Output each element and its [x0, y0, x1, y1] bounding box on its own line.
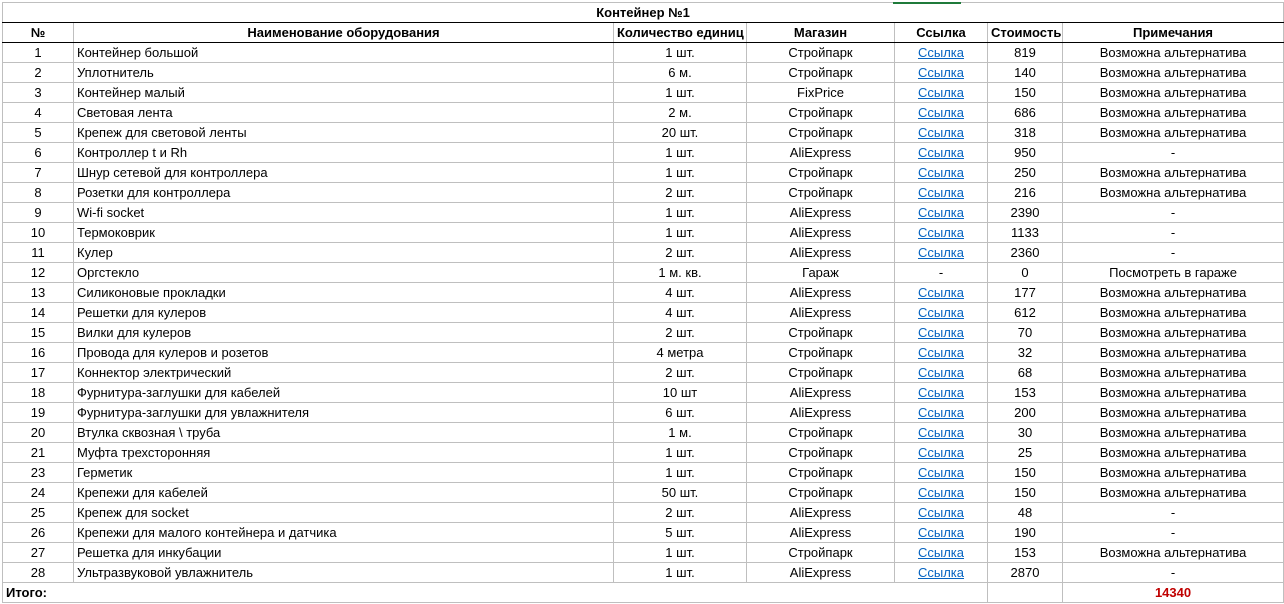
table-row — [3, 303, 1284, 323]
cell-number[interactable]: 20 — [3, 423, 74, 443]
header-quantity[interactable]: Количество единиц — [614, 23, 747, 43]
cell-quantity[interactable]: 1 шт. — [614, 83, 747, 103]
cell-note[interactable]: Возможна альтернатива — [1063, 323, 1284, 343]
cell-cost[interactable]: 950 — [988, 143, 1063, 163]
table-row — [3, 323, 1284, 343]
cell-quantity[interactable]: 5 шт. — [614, 523, 747, 543]
cell-cost[interactable]: 216 — [988, 183, 1063, 203]
cell-quantity[interactable]: 1 м. кв. — [614, 263, 747, 283]
cell-note[interactable]: - — [1063, 243, 1284, 263]
product-link[interactable]: Ссылка — [895, 503, 988, 523]
cell-note[interactable]: - — [1063, 503, 1284, 523]
cell-name[interactable]: Контейнер большой — [74, 43, 614, 63]
cell-cost[interactable]: 200 — [988, 403, 1063, 423]
cell-note[interactable]: - — [1063, 143, 1284, 163]
cell-note[interactable]: Возможна альтернатива — [1063, 43, 1284, 63]
header-shop[interactable]: Магазин — [747, 23, 895, 43]
cell-name[interactable]: Коннектор электрический — [74, 363, 614, 383]
cell-number[interactable]: 1 — [3, 43, 74, 63]
cell-number[interactable]: 19 — [3, 403, 74, 423]
cell-number[interactable]: 14 — [3, 303, 74, 323]
cell-quantity[interactable]: 4 шт. — [614, 303, 747, 323]
cell-quantity[interactable]: 6 м. — [614, 63, 747, 83]
cell-cost[interactable]: 150 — [988, 463, 1063, 483]
cell-name[interactable]: Крепеж для световой ленты — [74, 123, 614, 143]
total-row — [3, 583, 1284, 603]
table-row — [3, 123, 1284, 143]
product-link[interactable]: Ссылка — [895, 423, 988, 443]
header-notes[interactable]: Примечания — [1063, 23, 1284, 43]
product-link[interactable]: Ссылка — [895, 223, 988, 243]
cell-name[interactable]: Крепеж для socket — [74, 503, 614, 523]
cell-name[interactable]: Ультразвуковой увлажнитель — [74, 563, 614, 583]
cell-name[interactable]: Фурнитура-заглушки для кабелей — [74, 383, 614, 403]
cell-note[interactable]: - — [1063, 523, 1284, 543]
table-row — [3, 143, 1284, 163]
cell-note[interactable]: Возможна альтернатива — [1063, 483, 1284, 503]
cell-note[interactable]: - — [1063, 223, 1284, 243]
table-row — [3, 263, 1284, 283]
cell-quantity[interactable]: 2 шт. — [614, 323, 747, 343]
total-value[interactable]: 14340 — [1063, 583, 1284, 603]
cell-name[interactable]: Кулер — [74, 243, 614, 263]
product-link[interactable]: Ссылка — [895, 183, 988, 203]
cell-cost[interactable]: 25 — [988, 443, 1063, 463]
cell-cost[interactable]: 150 — [988, 83, 1063, 103]
cell-cost[interactable]: 30 — [988, 423, 1063, 443]
spreadsheet — [0, 2, 1284, 604]
product-link[interactable]: Ссылка — [895, 383, 988, 403]
table-row — [3, 203, 1284, 223]
product-link[interactable]: Ссылка — [895, 143, 988, 163]
cell-number[interactable]: 10 — [3, 223, 74, 243]
cell-number[interactable]: 17 — [3, 363, 74, 383]
cell-quantity[interactable]: 1 шт. — [614, 203, 747, 223]
cell-note[interactable]: Возможна альтернатива — [1063, 303, 1284, 323]
cell-name[interactable]: Муфта трехсторонняя — [74, 443, 614, 463]
cell-number[interactable]: 16 — [3, 343, 74, 363]
product-link[interactable]: Ссылка — [895, 323, 988, 343]
table-row — [3, 423, 1284, 443]
cell-shop[interactable]: Стройпарк — [747, 43, 895, 63]
cell-cost[interactable]: 819 — [988, 43, 1063, 63]
cell-shop[interactable]: AliExpress — [747, 303, 895, 323]
product-link[interactable]: Ссылка — [895, 203, 988, 223]
cell-quantity[interactable]: 2 шт. — [614, 183, 747, 203]
product-link[interactable]: Ссылка — [895, 243, 988, 263]
cell-number[interactable]: 23 — [3, 463, 74, 483]
table-row — [3, 283, 1284, 303]
cell-shop[interactable]: Стройпарк — [747, 443, 895, 463]
cell-name[interactable]: Wi-fi socket — [74, 203, 614, 223]
product-link[interactable]: Ссылка — [895, 303, 988, 323]
product-link[interactable]: Ссылка — [895, 43, 988, 63]
table-row — [3, 223, 1284, 243]
cell-quantity[interactable]: 1 шт. — [614, 463, 747, 483]
cell-cost[interactable]: 612 — [988, 303, 1063, 323]
cell-shop[interactable]: Стройпарк — [747, 483, 895, 503]
cell-shop[interactable]: Стройпарк — [747, 183, 895, 203]
cell-shop[interactable]: Стройпарк — [747, 163, 895, 183]
header-cost[interactable]: Стоимость — [988, 23, 1063, 43]
cell-name[interactable]: Крепежи для кабелей — [74, 483, 614, 503]
cell-quantity[interactable]: 4 шт. — [614, 283, 747, 303]
cell-quantity[interactable]: 10 шт — [614, 383, 747, 403]
cell-shop[interactable]: Стройпарк — [747, 543, 895, 563]
table-row — [3, 183, 1284, 203]
cell-name[interactable]: Световая лента — [74, 103, 614, 123]
table-row — [3, 563, 1284, 583]
active-cell-indicator — [893, 2, 961, 4]
cell-note[interactable]: Возможна альтернатива — [1063, 83, 1284, 103]
cell-cost[interactable]: 140 — [988, 63, 1063, 83]
cell-quantity[interactable]: 6 шт. — [614, 403, 747, 423]
cell-number[interactable]: 21 — [3, 443, 74, 463]
cell-name[interactable]: Решетки для кулеров — [74, 303, 614, 323]
cell-shop[interactable]: Стройпарк — [747, 63, 895, 83]
cell-cost[interactable]: 686 — [988, 103, 1063, 123]
cell-quantity[interactable]: 1 шт. — [614, 143, 747, 163]
cell-number[interactable]: 12 — [3, 263, 74, 283]
cell-note[interactable]: Возможна альтернатива — [1063, 343, 1284, 363]
cell-name[interactable]: Фурнитура-заглушки для увлажнителя — [74, 403, 614, 423]
cell-cost[interactable]: 0 — [988, 263, 1063, 283]
table-row — [3, 163, 1284, 183]
table-row — [3, 483, 1284, 503]
table-row — [3, 63, 1284, 83]
cell-name[interactable]: Втулка сквозная \ труба — [74, 423, 614, 443]
cell-cost[interactable]: 48 — [988, 503, 1063, 523]
table-row — [3, 503, 1284, 523]
cell-quantity[interactable]: 1 шт. — [614, 163, 747, 183]
cell-cost[interactable]: 150 — [988, 483, 1063, 503]
product-link[interactable]: Ссылка — [895, 523, 988, 543]
cell-name[interactable]: Уплотнитель — [74, 63, 614, 83]
cell-note[interactable]: Возможна альтернатива — [1063, 63, 1284, 83]
cell-number[interactable]: 3 — [3, 83, 74, 103]
equipment-table — [2, 2, 1284, 603]
table-row — [3, 343, 1284, 363]
cell-quantity[interactable]: 2 м. — [614, 103, 747, 123]
cell-cost[interactable]: 70 — [988, 323, 1063, 343]
product-link[interactable]: Ссылка — [895, 163, 988, 183]
cell-name[interactable]: Герметик — [74, 463, 614, 483]
cell-cost[interactable]: 2390 — [988, 203, 1063, 223]
cell-shop[interactable]: AliExpress — [747, 283, 895, 303]
cell-cost[interactable]: 318 — [988, 123, 1063, 143]
cell-name[interactable]: Розетки для контроллера — [74, 183, 614, 203]
cell-note[interactable]: - — [1063, 563, 1284, 583]
cell-number[interactable]: 15 — [3, 323, 74, 343]
cell-name[interactable]: Контейнер малый — [74, 83, 614, 103]
cell-cost[interactable]: 153 — [988, 543, 1063, 563]
cell-shop[interactable]: FixPrice — [747, 83, 895, 103]
cell-cost[interactable]: 68 — [988, 363, 1063, 383]
cell-shop[interactable]: AliExpress — [747, 203, 895, 223]
cell-note[interactable]: Возможна альтернатива — [1063, 443, 1284, 463]
header-row — [3, 23, 1284, 43]
cell-shop[interactable]: AliExpress — [747, 503, 895, 523]
cell-shop[interactable]: AliExpress — [747, 243, 895, 263]
header-name[interactable]: Наименование оборудования — [74, 23, 614, 43]
cell-shop[interactable]: Стройпарк — [747, 123, 895, 143]
cell-number[interactable]: 7 — [3, 163, 74, 183]
cell-note[interactable]: - — [1063, 203, 1284, 223]
cell-shop[interactable]: AliExpress — [747, 523, 895, 543]
cell-shop[interactable]: AliExpress — [747, 563, 895, 583]
cell-quantity[interactable]: 1 шт. — [614, 443, 747, 463]
cell-cost[interactable]: 1133 — [988, 223, 1063, 243]
cell-number[interactable]: 27 — [3, 543, 74, 563]
cell-number[interactable]: 13 — [3, 283, 74, 303]
cell-link[interactable]: - — [895, 263, 988, 283]
cell-number[interactable]: 9 — [3, 203, 74, 223]
cell-note[interactable]: Возможна альтернатива — [1063, 363, 1284, 383]
table-row — [3, 383, 1284, 403]
cell-cost[interactable]: 190 — [988, 523, 1063, 543]
cell-note[interactable]: Возможна альтернатива — [1063, 283, 1284, 303]
table-row — [3, 463, 1284, 483]
cell-number[interactable]: 2 — [3, 63, 74, 83]
cell-number[interactable]: 28 — [3, 563, 74, 583]
product-link[interactable]: Ссылка — [895, 363, 988, 383]
table-title[interactable]: Контейнер №1 — [3, 3, 1284, 23]
product-link[interactable]: Ссылка — [895, 443, 988, 463]
cell-quantity[interactable]: 4 метра — [614, 343, 747, 363]
cell-note[interactable]: Возможна альтернатива — [1063, 123, 1284, 143]
cell-name[interactable]: Силиконовые прокладки — [74, 283, 614, 303]
table-row — [3, 523, 1284, 543]
cell-quantity[interactable]: 50 шт. — [614, 483, 747, 503]
cell-quantity[interactable]: 2 шт. — [614, 363, 747, 383]
cell-note[interactable]: Возможна альтернатива — [1063, 543, 1284, 563]
cell-note[interactable]: Возможна альтернатива — [1063, 103, 1284, 123]
cell-name[interactable]: Шнур сетевой для контроллера — [74, 163, 614, 183]
product-link[interactable]: Ссылка — [895, 483, 988, 503]
cell-shop[interactable]: AliExpress — [747, 383, 895, 403]
cell-note[interactable]: Возможна альтернатива — [1063, 423, 1284, 443]
cell-number[interactable]: 6 — [3, 143, 74, 163]
cell-note[interactable]: Возможна альтернатива — [1063, 183, 1284, 203]
product-link[interactable]: Ссылка — [895, 403, 988, 423]
cell-quantity[interactable]: 2 шт. — [614, 243, 747, 263]
cell-cost[interactable]: 250 — [988, 163, 1063, 183]
total-label[interactable]: Итого: — [3, 583, 988, 603]
table-row — [3, 543, 1284, 563]
cell-name[interactable]: Вилки для кулеров — [74, 323, 614, 343]
cell-shop[interactable]: Стройпарк — [747, 363, 895, 383]
product-link[interactable]: Ссылка — [895, 123, 988, 143]
cell-quantity[interactable]: 1 шт. — [614, 43, 747, 63]
cell-shop[interactable]: Стройпарк — [747, 343, 895, 363]
cell-cost[interactable]: 2870 — [988, 563, 1063, 583]
cell-shop[interactable]: Стройпарк — [747, 323, 895, 343]
table-row — [3, 43, 1284, 63]
cell-name[interactable]: Контроллер t и Rh — [74, 143, 614, 163]
product-link[interactable]: Ссылка — [895, 343, 988, 363]
table-body — [3, 43, 1284, 583]
cell-name[interactable]: Решетка для инкубации — [74, 543, 614, 563]
table-row — [3, 243, 1284, 263]
product-link[interactable]: Ссылка — [895, 103, 988, 123]
cell-quantity[interactable]: 20 шт. — [614, 123, 747, 143]
table-row — [3, 443, 1284, 463]
cell-shop[interactable]: Стройпарк — [747, 423, 895, 443]
cell-note[interactable]: Возможна альтернатива — [1063, 163, 1284, 183]
product-link[interactable]: Ссылка — [895, 563, 988, 583]
cell-number[interactable]: 25 — [3, 503, 74, 523]
cell-cost[interactable]: 32 — [988, 343, 1063, 363]
cell-cost[interactable]: 153 — [988, 383, 1063, 403]
cell-name[interactable]: Оргстекло — [74, 263, 614, 283]
cell-number[interactable]: 8 — [3, 183, 74, 203]
table-row — [3, 83, 1284, 103]
cell-cost[interactable]: 2360 — [988, 243, 1063, 263]
table-row — [3, 103, 1284, 123]
table-row — [3, 403, 1284, 423]
cell-shop[interactable]: AliExpress — [747, 403, 895, 423]
cell-quantity[interactable]: 2 шт. — [614, 503, 747, 523]
product-link[interactable]: Ссылка — [895, 83, 988, 103]
cell-name[interactable]: Термоковрик — [74, 223, 614, 243]
cell-name[interactable]: Крепежи для малого контейнера и датчика — [74, 523, 614, 543]
cell-quantity[interactable]: 1 шт. — [614, 563, 747, 583]
cell-number[interactable]: 26 — [3, 523, 74, 543]
cell-cost[interactable]: 177 — [988, 283, 1063, 303]
cell-number[interactable]: 4 — [3, 103, 74, 123]
cell-note[interactable]: Посмотреть в гараже — [1063, 263, 1284, 283]
cell-number[interactable]: 24 — [3, 483, 74, 503]
header-number[interactable]: № — [3, 23, 74, 43]
product-link[interactable]: Ссылка — [895, 463, 988, 483]
cell-shop[interactable]: AliExpress — [747, 143, 895, 163]
table-row — [3, 363, 1284, 383]
cell-shop[interactable]: AliExpress — [747, 223, 895, 243]
total-spacer[interactable] — [988, 583, 1063, 603]
cell-shop[interactable]: Стройпарк — [747, 103, 895, 123]
cell-quantity[interactable]: 1 м. — [614, 423, 747, 443]
cell-quantity[interactable]: 1 шт. — [614, 543, 747, 563]
cell-name[interactable]: Провода для кулеров и розетов — [74, 343, 614, 363]
cell-quantity[interactable]: 1 шт. — [614, 223, 747, 243]
cell-shop[interactable]: Стройпарк — [747, 463, 895, 483]
cell-number[interactable]: 11 — [3, 243, 74, 263]
cell-number[interactable]: 18 — [3, 383, 74, 403]
cell-number[interactable]: 5 — [3, 123, 74, 143]
cell-note[interactable]: Возможна альтернатива — [1063, 463, 1284, 483]
header-link[interactable]: Ссылка — [895, 23, 988, 43]
product-link[interactable]: Ссылка — [895, 543, 988, 563]
cell-note[interactable]: Возможна альтернатива — [1063, 403, 1284, 423]
product-link[interactable]: Ссылка — [895, 283, 988, 303]
cell-note[interactable]: Возможна альтернатива — [1063, 383, 1284, 403]
cell-shop[interactable]: Гараж — [747, 263, 895, 283]
product-link[interactable]: Ссылка — [895, 63, 988, 83]
